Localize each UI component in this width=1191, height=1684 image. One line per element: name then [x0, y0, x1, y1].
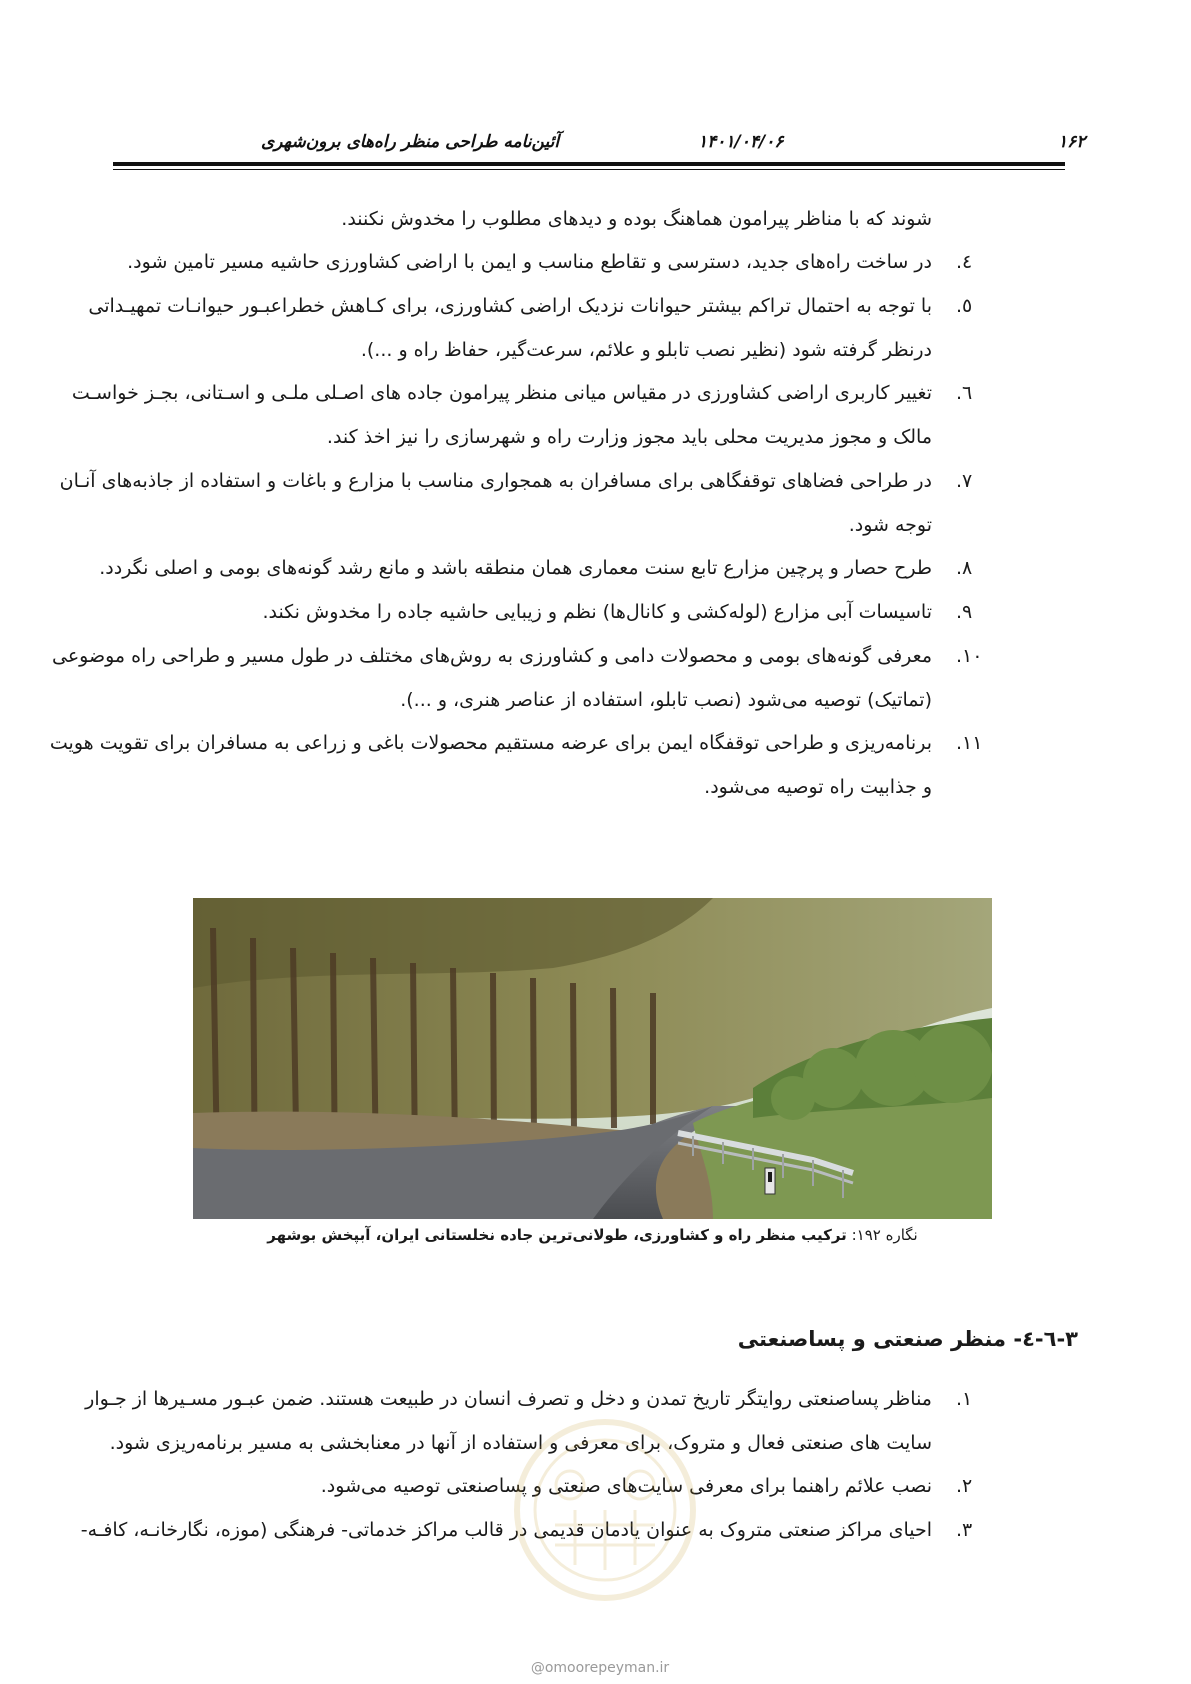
page-number: ۱۶۲	[1058, 132, 1086, 152]
header-title: آئین‌نامه طراحی منظر راه‌های برون‌شهری	[261, 132, 560, 152]
watermark-site: @omoorepeyman.ir	[530, 1660, 670, 1676]
watermark-seal	[510, 1415, 700, 1605]
header-rule-thin	[113, 169, 1065, 170]
figure-caption	[193, 1226, 992, 1244]
header-rule-thick	[113, 162, 1065, 166]
page-header	[113, 128, 1086, 168]
palm-grove-road-photo	[193, 898, 992, 1219]
figure-label: نگاره ۱۹۲:	[851, 1226, 918, 1244]
section-heading: ۳-٦-٤- منظر صنعتی و پساصنعتی	[737, 1327, 1078, 1351]
figure-title: ترکیب منظر راه و کشاورزی، طولانی‌ترین جاده نخلستانی ایران، آبپخش بوشهر	[267, 1226, 847, 1244]
header-date: ۱۴۰۱/۰۴/۰۶	[698, 132, 784, 152]
